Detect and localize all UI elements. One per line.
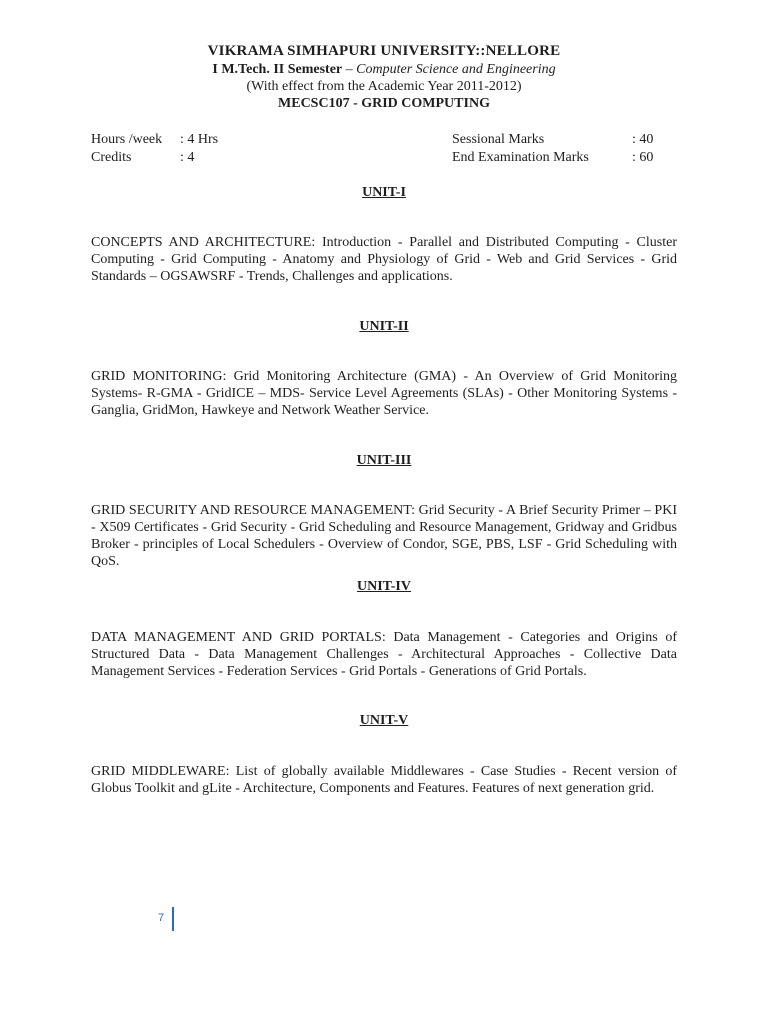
unit-1-heading: UNIT-I (362, 185, 406, 200)
unit-5-heading: UNIT-V (359, 713, 409, 728)
sessional-value: : 40 (632, 132, 654, 147)
sessional-label: Sessional Marks (452, 132, 545, 147)
credits-label: Credits (91, 150, 132, 165)
unit-2-heading: UNIT-II (359, 319, 409, 334)
effect-line: (With effect from the Academic Year 2011-2012) (246, 79, 522, 94)
unit-4-heading: UNIT-IV (357, 579, 411, 594)
program-dash: – (342, 62, 357, 77)
hours-label: Hours /week (91, 132, 163, 147)
unit-3-heading: UNIT-III (356, 453, 412, 468)
subject-title: MECSC107 - GRID COMPUTING (278, 96, 490, 111)
unit-4-text: DATA MANAGEMENT AND GRID PORTALS: Data Management - Categories and Origins of Structured Data - Data Management Challenges - Architectural Approaches - Collective Data Management Services - Federation Services - Grid Portals - Generations of Grid Portals. (91, 630, 677, 679)
program-line (0, 62, 768, 78)
hours-value: : 4 Hrs (180, 132, 219, 147)
exam-value: : 60 (632, 150, 654, 165)
unit-5-text: GRID MIDDLEWARE: List of globally available Middlewares - Case Studies - Recent version of Globus Toolkit and gLite - Architecture, Components and Features. Features of next generation grid. (91, 764, 677, 796)
program-course: Computer Science and Engineering (356, 62, 556, 77)
credits-value: : 4 (180, 150, 195, 165)
university-title: VIKRAMA SIMHAPURI UNIVERSITY::NELLORE (207, 43, 561, 59)
unit-2-text: GRID MONITORING: Grid Monitoring Architecture (GMA) - An Overview of Grid Monitoring Systems- R-GMA - GridICE – MDS- Service Level Agreements (SLAs) - Other Monitoring Systems - Ganglia, GridMon, Hawkeye and Network Weather Service. (91, 369, 677, 418)
page-number: 7 (158, 912, 165, 924)
exam-label: End Examination Marks (452, 150, 589, 165)
program-semester: I M.Tech. II Semester (212, 62, 343, 77)
page-number-bar (172, 907, 174, 931)
unit-1-text: CONCEPTS AND ARCHITECTURE: Introduction - Parallel and Distributed Computing - Cluster Computing - Grid Computing - Anatomy and Physiology of Grid - Web and Grid Services - Grid Standards – OGSAWSRF - Trends, Challenges and applications. (91, 235, 677, 284)
unit-3-text: GRID SECURITY AND RESOURCE MANAGEMENT: Grid Security - A Brief Security Primer – PKI - X509 Certificates - Grid Security - Grid Scheduling and Resource Management, Gridway and Gridbus Broker - principles of Local Schedulers - Overview of Condor, SGE, PBS, LSF - Grid Scheduling with QoS. (91, 503, 677, 569)
